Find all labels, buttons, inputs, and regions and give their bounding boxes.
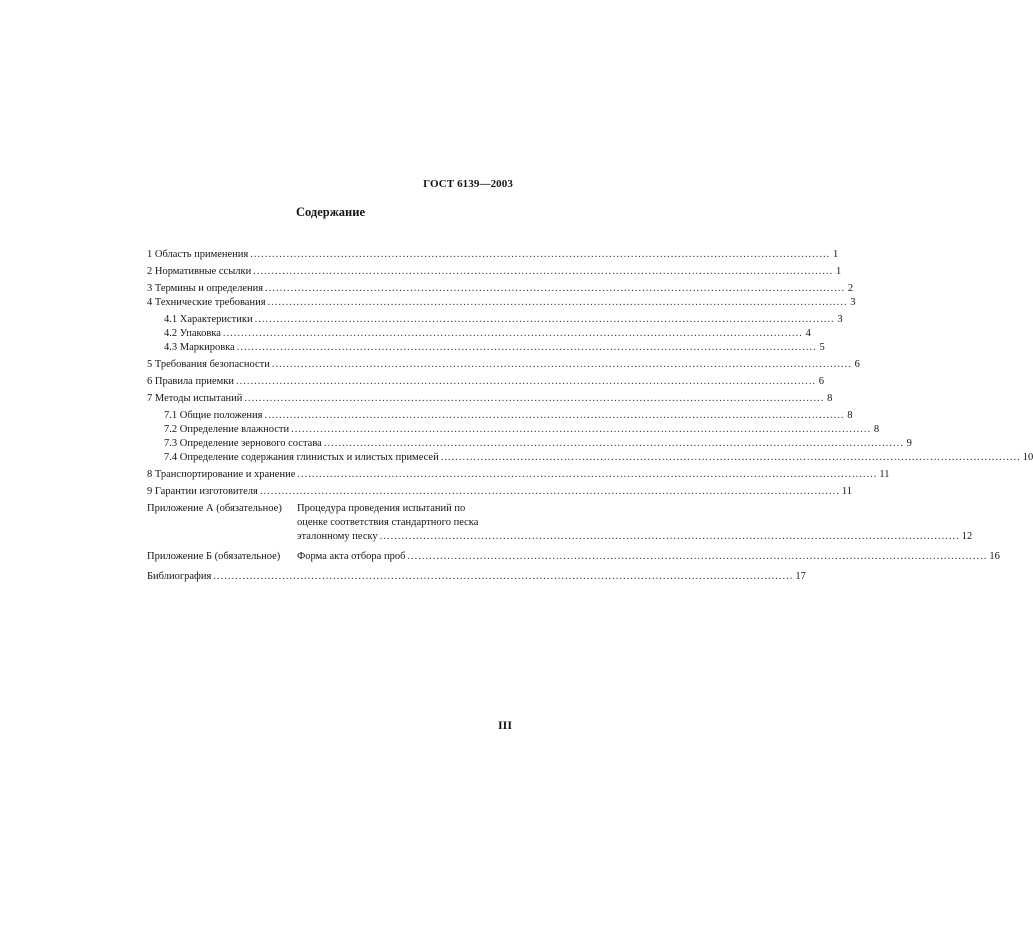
dot-leader	[268, 296, 848, 310]
toc-entry-page: 5	[819, 342, 825, 353]
toc-entry-label: 9 Гарантии изготовителя	[147, 486, 258, 497]
dot-leader	[324, 437, 904, 451]
dot-leader	[441, 451, 1021, 465]
toc-entry-label: 8 Транспортирование и хранение	[147, 469, 296, 480]
toc-entry-page: 8	[827, 393, 833, 404]
toc-entry-4-1[interactable]	[147, 313, 843, 327]
toc-appendix-a[interactable]	[147, 502, 973, 544]
toc-entry-label: 4.2 Упаковка	[164, 328, 221, 339]
dot-leader	[264, 409, 844, 423]
toc-entry-label: 7.3 Определение зернового состава	[164, 438, 322, 449]
toc-entry-page: 17	[795, 571, 806, 582]
toc-entry-4-3[interactable]	[147, 341, 825, 355]
toc-entry-label: 6 Правила приемки	[147, 376, 234, 387]
dot-leader	[236, 375, 816, 389]
dot-leader	[223, 327, 803, 341]
appendix-title-line: оценке соответствия стандартного песка	[297, 517, 479, 528]
toc-entry-page: 12	[961, 531, 973, 542]
toc-entry-page: 16	[989, 551, 1000, 562]
dot-leader	[407, 550, 987, 564]
toc-entry-page: 11	[841, 486, 852, 497]
dot-leader	[380, 530, 960, 544]
toc-entry-6[interactable]	[147, 375, 824, 389]
toc-entry-label: 5 Требования безопасности	[147, 359, 270, 370]
toc-entry-7-2[interactable]	[147, 423, 880, 437]
toc-entry-8[interactable]	[147, 468, 890, 482]
toc-entry-label: 2 Нормативные ссылки	[147, 266, 252, 277]
toc-entry-label: Библиография	[147, 571, 212, 582]
toc-entry-page: 1	[833, 249, 839, 260]
dot-leader	[297, 468, 877, 482]
toc-entry-5[interactable]	[147, 358, 860, 372]
toc-entry-page: 9	[906, 438, 912, 449]
page-number: III	[497, 718, 512, 732]
toc-entry-page: 6	[818, 376, 824, 387]
dot-leader	[244, 392, 824, 406]
toc-entry-4-2[interactable]	[147, 327, 811, 341]
appendix-label: Приложение А (обязательное)	[147, 503, 282, 514]
toc-entry-label: 4.3 Маркировка	[164, 342, 235, 353]
toc-entry-page: 3	[837, 314, 843, 325]
toc-entry-page: 3	[850, 297, 856, 308]
toc-entry-page: 8	[847, 410, 853, 421]
dot-leader	[265, 282, 845, 296]
toc-entry-label: 3 Термины и определения	[147, 283, 264, 294]
toc-entry-7-1[interactable]	[147, 409, 853, 423]
appendix-title-line: эталонному песку	[297, 531, 378, 542]
dot-leader	[213, 570, 793, 584]
toc-entry-label: 7.1 Общие положения	[164, 410, 263, 421]
toc-entry-page: 1	[835, 266, 842, 277]
dot-leader	[255, 313, 835, 327]
dot-leader	[250, 248, 830, 262]
toc-entry-label: 1 Область применения	[147, 249, 249, 260]
table-of-contents	[147, 248, 1033, 584]
appendix-title-line: Форма акта отбора проб	[297, 551, 406, 562]
toc-entry-page: 8	[873, 424, 880, 435]
toc-entry-7[interactable]	[147, 392, 833, 406]
toc-entry-label: 7 Методы испытаний	[147, 393, 243, 404]
toc-entry-label: 7.2 Определение влажности	[164, 424, 290, 435]
toc-entry-2[interactable]	[147, 265, 842, 279]
dot-leader	[272, 358, 852, 372]
toc-entry-3[interactable]	[147, 282, 854, 296]
toc-entry-page: 2	[847, 283, 854, 294]
toc-entry-4[interactable]	[147, 296, 856, 310]
toc-entry-label: 4.1 Характеристики	[164, 314, 253, 325]
appendix-title	[297, 502, 972, 544]
toc-entry-bibliography[interactable]	[147, 570, 806, 584]
dot-leader	[237, 341, 817, 355]
dot-leader	[260, 485, 840, 499]
appendix-title-line: Процедура проведения испытаний по	[297, 503, 466, 514]
toc-entry-9[interactable]	[147, 485, 852, 499]
toc-entry-page: 10	[1022, 452, 1033, 463]
dot-leader	[253, 265, 833, 279]
document-code: ГОСТ 6139—2003	[423, 178, 513, 190]
toc-entry-label: 4 Технические требования	[147, 297, 266, 308]
toc-entry-label: 7.4 Определение содержания глинистых и илистых примесей	[164, 452, 439, 463]
appendix-title	[297, 550, 1000, 564]
dot-leader	[291, 423, 871, 437]
toc-entry-page: 4	[805, 328, 811, 339]
toc-entry-page: 11	[879, 469, 890, 480]
appendix-label: Приложение Б (обязательное)	[147, 551, 281, 562]
page-title: Содержание	[295, 205, 365, 219]
toc-entry-7-4[interactable]	[147, 451, 1033, 465]
toc-entry-1[interactable]	[147, 248, 839, 262]
toc-entry-7-3[interactable]	[147, 437, 912, 451]
toc-appendix-b[interactable]	[147, 550, 1000, 564]
toc-entry-page: 6	[854, 359, 860, 370]
